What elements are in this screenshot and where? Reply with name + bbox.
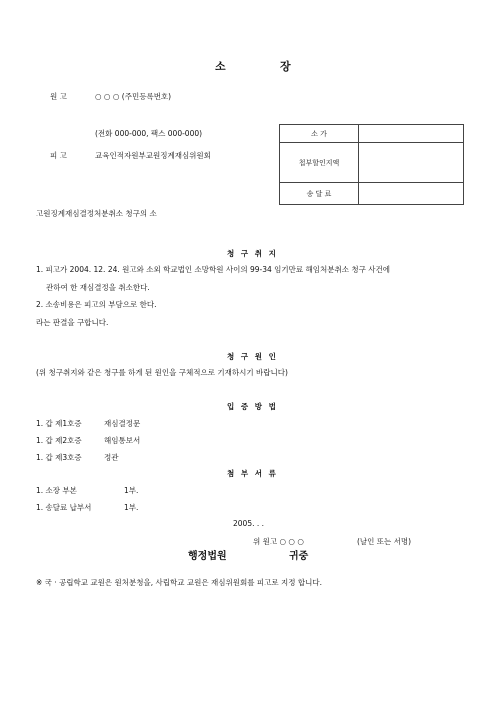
title-char-left: 소 <box>215 60 226 73</box>
evidence-num: 1. 갑 제2호증 <box>36 436 82 445</box>
plaintiff-value: ○ ○ ○ (주민등록번호) <box>95 92 172 101</box>
case-title: 고원징계재심결정처분취소 청구의 소 <box>36 209 157 218</box>
title-char-right: 장 <box>280 60 291 73</box>
attachment-name: 1. 소장 부본 <box>36 486 77 495</box>
claim-heading: 청 구 취 지 <box>227 249 278 258</box>
defendant-value: 교육인적자원부교원징계재심위원회 <box>95 151 211 160</box>
claim-closing: 라는 판결을 구합니다. <box>36 318 109 327</box>
evidence-num: 1. 갑 제3호증 <box>36 453 82 462</box>
plaintiff-label: 원 고 <box>50 92 67 101</box>
evidence-name: 정관 <box>104 453 119 462</box>
filing-date: 2005. . . <box>233 519 265 528</box>
evidence-heading: 입 증 방 법 <box>227 402 278 411</box>
evidence-name: 재심결정문 <box>104 419 141 428</box>
evidence-name: 해임통보서 <box>104 436 141 445</box>
court-suffix: 귀중 <box>289 551 309 562</box>
attachment-count: 1부. <box>124 486 139 495</box>
signer: 위 원고 ○ ○ ○ <box>253 537 304 546</box>
plaintiff-contact: (전화 000-000, 팩스 000-000) <box>95 129 203 138</box>
claim-item-1-cont: 관하여 한 재심결정을 취소한다. <box>46 283 150 292</box>
fee-table-value <box>359 183 464 205</box>
claim-item-2: 2. 소송비용은 피고의 부담으로 한다. <box>36 300 157 309</box>
attachment-count: 1부. <box>124 503 139 512</box>
fee-table-label: 송 달 료 <box>280 183 359 205</box>
court-name: 행정법원 <box>188 551 227 562</box>
fee-table-label: 소 가 <box>280 125 359 143</box>
fee-table-value <box>359 143 464 183</box>
fee-table-value <box>359 125 464 143</box>
seal-note: (날인 또는 서명) <box>357 537 412 546</box>
attachment-name: 1. 송달료 납부서 <box>36 503 92 512</box>
defendant-label: 피 고 <box>50 151 67 160</box>
evidence-num: 1. 갑 제1호증 <box>36 419 82 428</box>
fee-table <box>279 124 464 205</box>
footnote: ※ 국 · 공립학교 교원은 원처분청을, 사립학교 교원은 재심위원회를 피고로 지정 합니다. <box>36 578 322 587</box>
claim-item-1: 1. 피고가 2004. 12. 24. 원고와 소외 학교법인 소망학원 사이의 99-34 임기만료 해임처분취소 청구 사건에 <box>36 265 390 274</box>
attachments-heading: 첨 부 서 류 <box>227 469 278 478</box>
fee-table-label: 첩부할인지액 <box>280 143 359 183</box>
cause-heading: 청 구 원 인 <box>227 352 278 361</box>
cause-text: (위 청구취지와 같은 청구를 하게 된 원인을 구체적으로 기재하시기 바랍니다) <box>36 368 288 377</box>
